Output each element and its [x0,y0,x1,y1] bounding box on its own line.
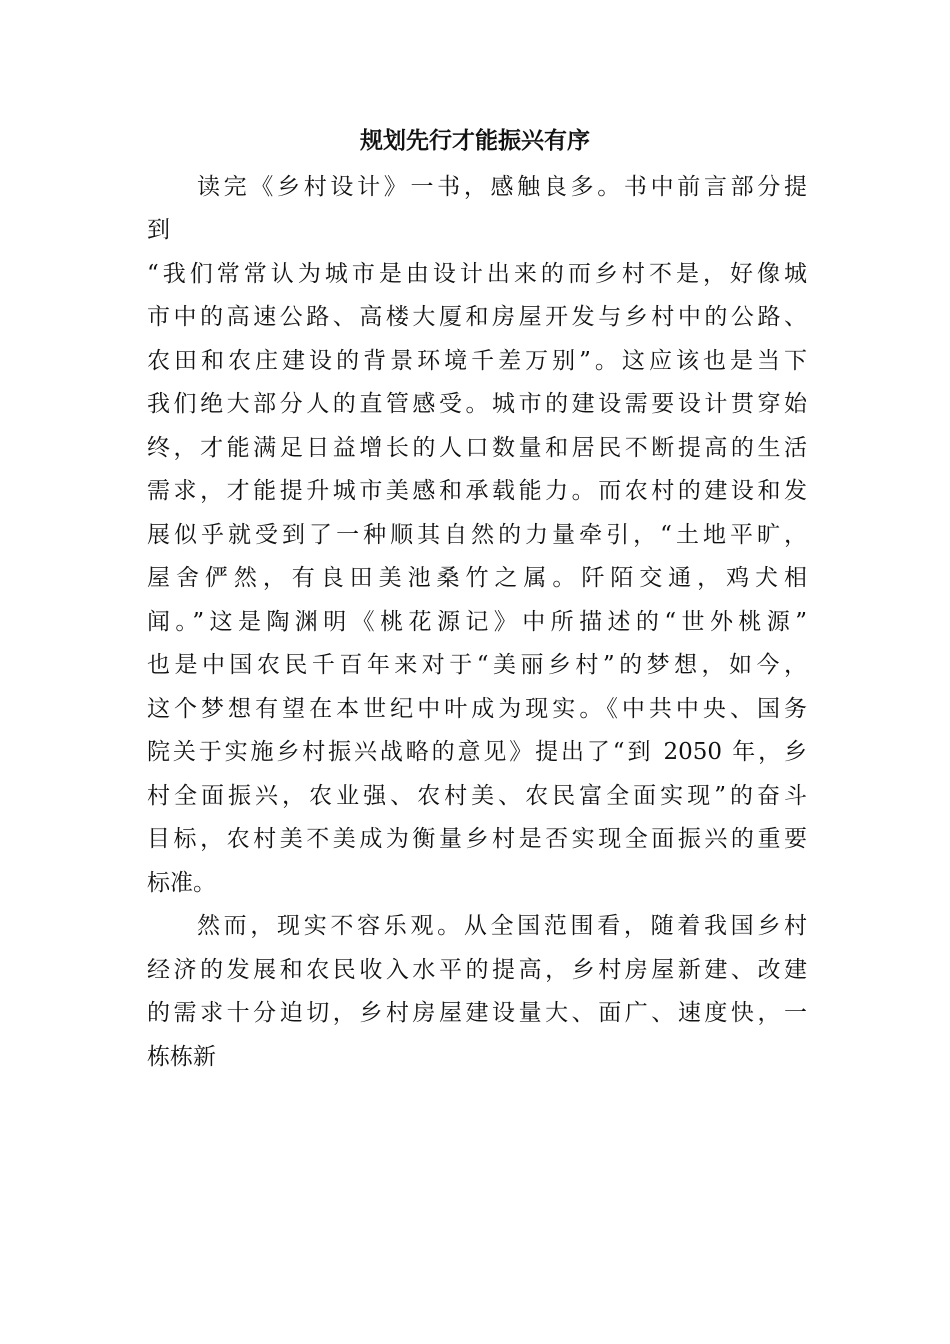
paragraph-2-line-5: 终，才能满足日益增长的人口数量和居民不断提高的生活 [147,435,807,461]
paragraph-2-line-3: 农田和农庄建设的背景环境千差万别”。这应该也是当下 [147,348,807,374]
paragraph-2-line-13: 村全面振兴，农业强、农村美、农民富全面实现”的奋斗 [147,783,807,809]
paragraph-2-line-14: 目标，农村美不美成为衡量乡村是否实现全面振兴的重要 [147,826,807,852]
paragraph-2-line-6: 需求，才能提升城市美感和承载能力。而农村的建设和发 [147,478,807,504]
paragraph-3-line-4: 栋栋新 [147,1044,216,1070]
paragraph-3-line-1: 然而，现实不容乐观。从全国范围看，随着我国乡村 [197,913,807,939]
paragraph-2-line-12: 院关于实施乡村振兴战略的意见》提出了“到 2050 年，乡 [147,739,807,765]
paragraph-2-line-7: 展似乎就受到了一种顺其自然的力量牵引，“土地平旷， [147,522,807,548]
document-title: 规划先行才能振兴有序 [360,127,590,154]
paragraph-1-line-2: 到 [147,217,170,243]
paragraph-2-line-11: 这个梦想有望在本世纪中叶成为现实。《中共中央、国务 [147,696,807,722]
paragraph-1-line-1: 读完《乡村设计》一书，感触良多。书中前言部分提 [197,174,807,200]
paragraph-2-line-2: 市中的高速公路、高楼大厦和房屋开发与乡村中的公路、 [147,304,807,330]
paragraph-2-line-15: 标准。 [147,870,216,896]
paragraph-3-line-3: 的需求十分迫切，乡村房屋建设量大、面广、速度快，一 [147,1000,807,1026]
paragraph-2-line-4: 我们绝大部分人的直管感受。城市的建设需要设计贯穿始 [147,391,807,417]
paragraph-2-line-10: 也是中国农民千百年来对于“美丽乡村”的梦想，如今， [147,652,807,678]
paragraph-3-line-2: 经济的发展和农民收入水平的提高，乡村房屋新建、改建 [147,957,807,983]
paragraph-2-line-8: 屋舍俨然，有良田美池桑竹之属。阡陌交通，鸡犬相 [147,565,807,591]
paragraph-2-line-9: 闻。”这是陶渊明《桃花源记》中所描述的“世外桃源” [147,609,807,635]
paragraph-2-line-1: “我们常常认为城市是由设计出来的而乡村不是，好像城 [147,261,807,287]
